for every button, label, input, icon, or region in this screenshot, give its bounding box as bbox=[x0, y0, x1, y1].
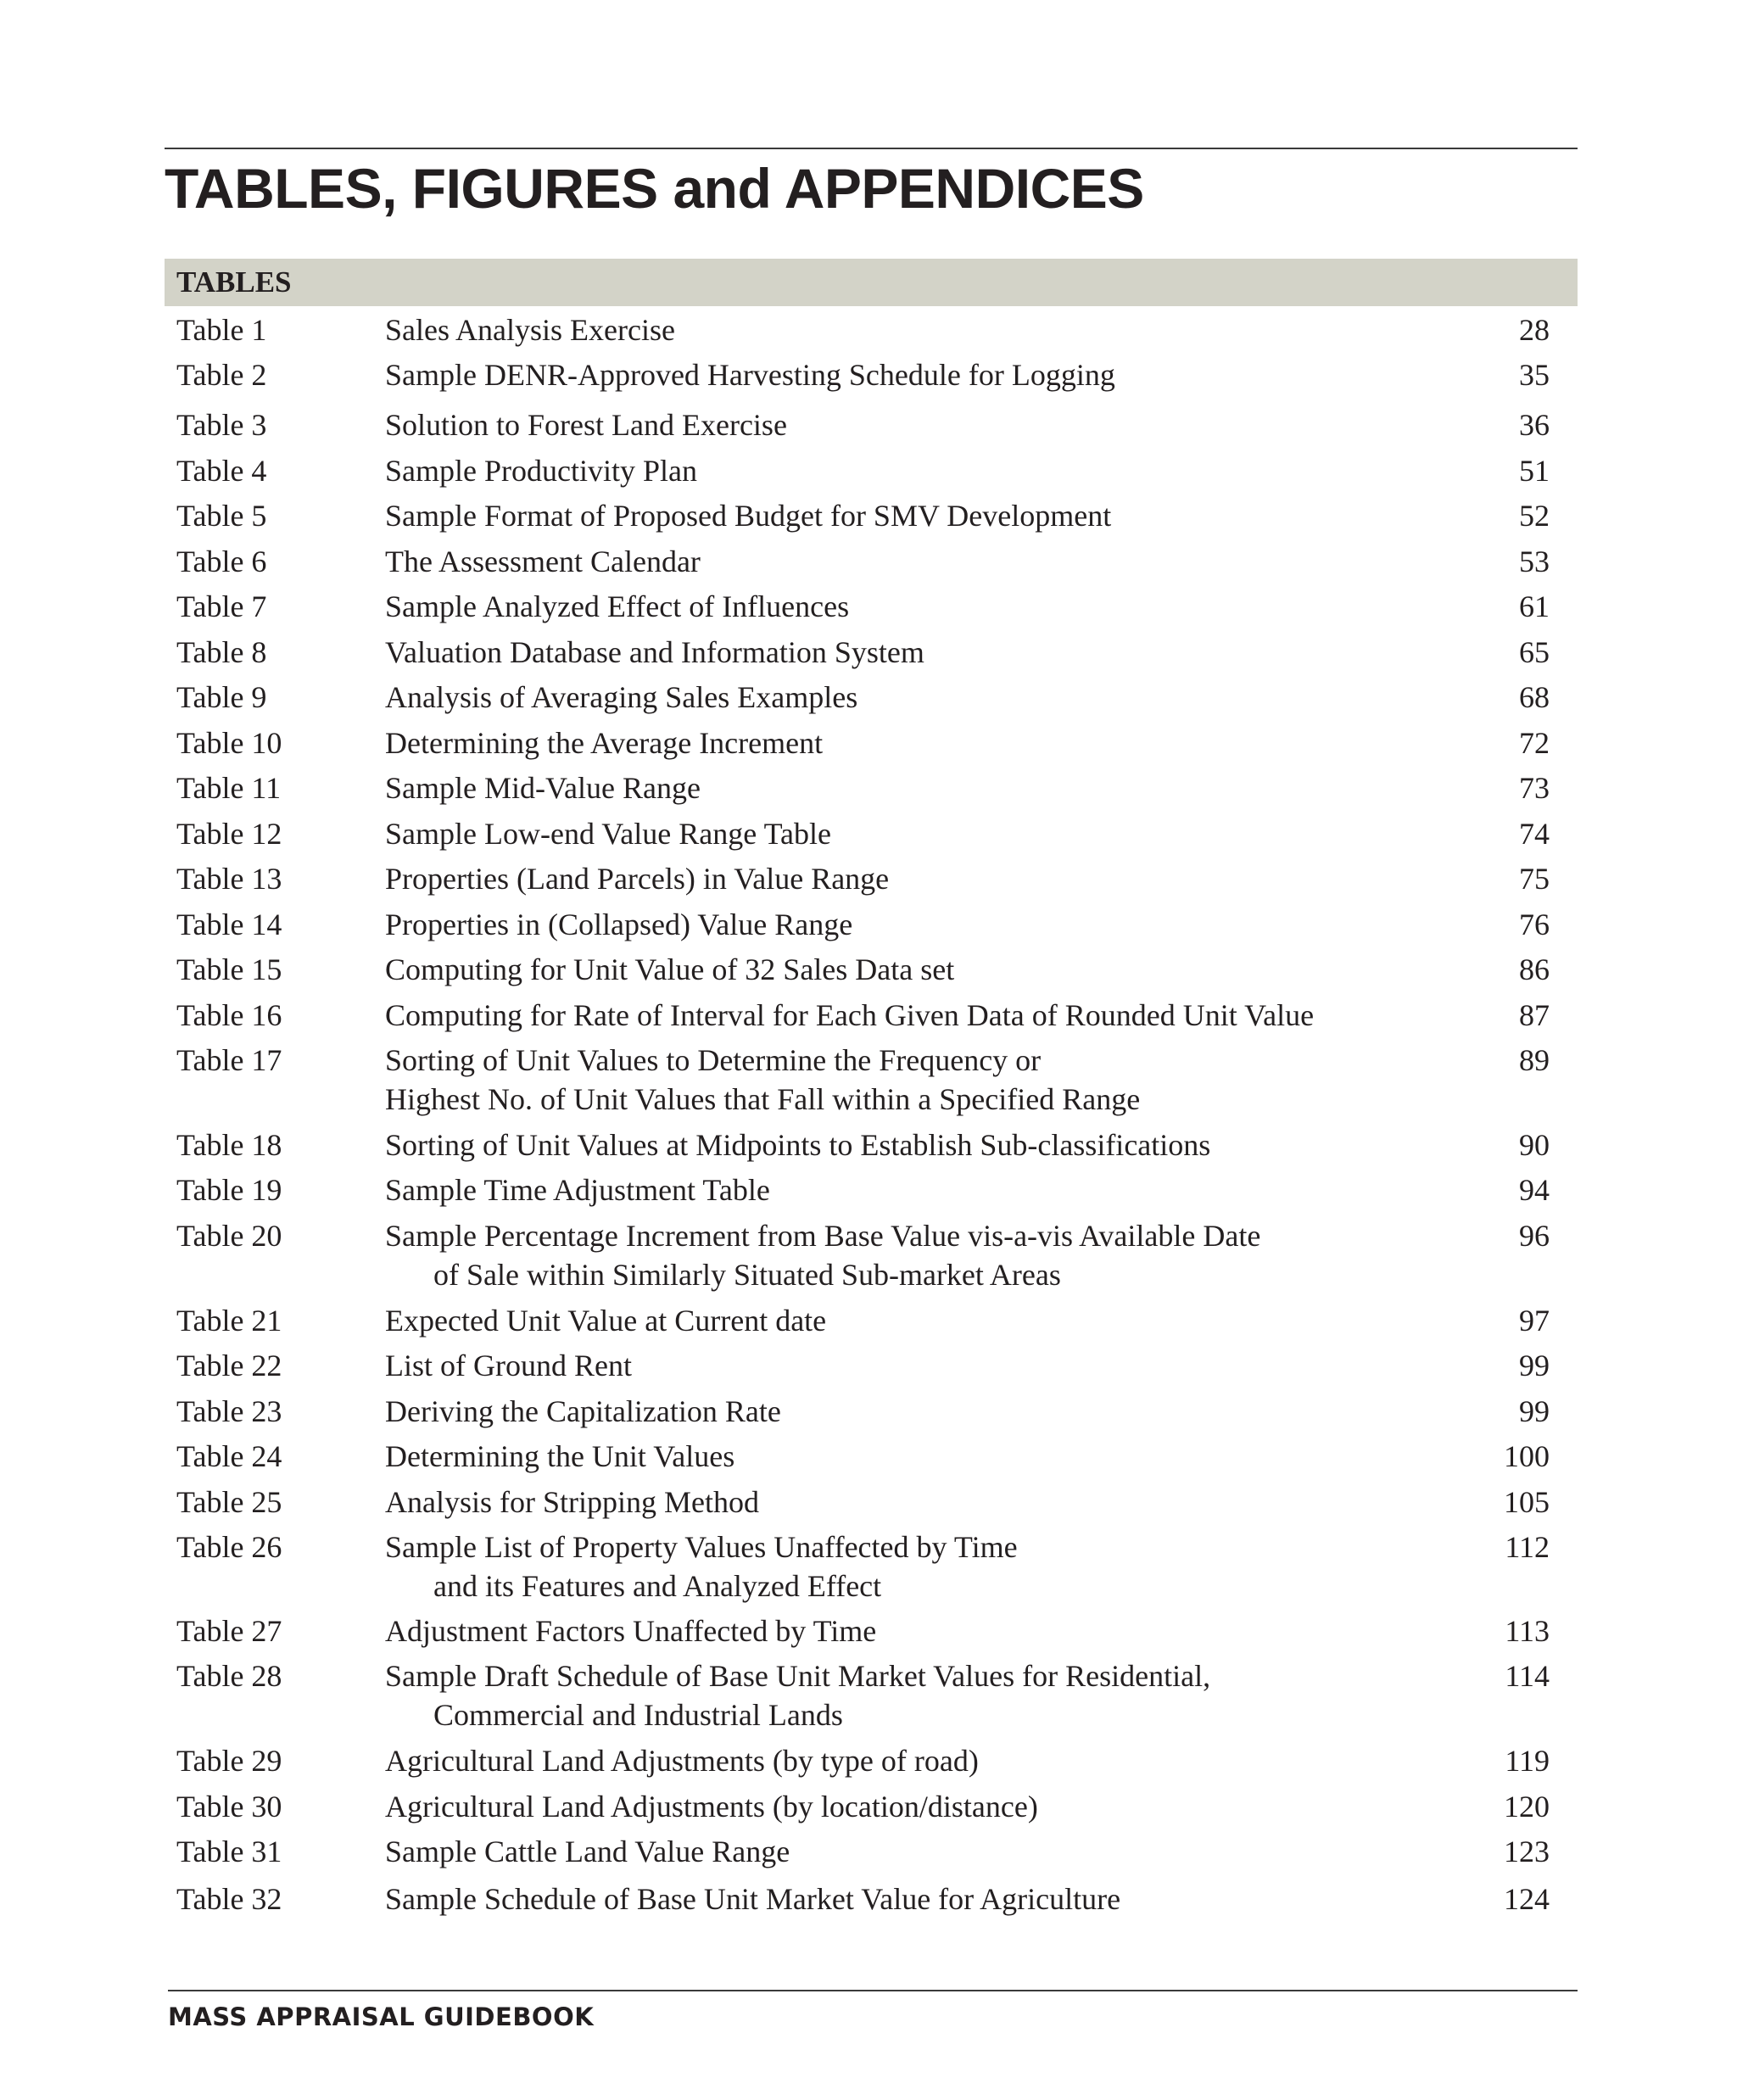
table-title bbox=[385, 451, 1454, 490]
table-title-line: The Assessment Calendar bbox=[385, 545, 701, 578]
page-number: 96 bbox=[1519, 1219, 1550, 1253]
table-title bbox=[385, 859, 1454, 898]
table-number: Table 2 bbox=[176, 358, 267, 392]
table-title bbox=[385, 496, 1454, 535]
table-title-line: Sample Schedule of Base Unit Market Value for Agriculture bbox=[385, 1882, 1121, 1916]
table-title bbox=[385, 1301, 1454, 1340]
table-title bbox=[385, 542, 1454, 581]
page-number: 90 bbox=[1519, 1128, 1550, 1162]
page-number: 53 bbox=[1519, 545, 1550, 578]
table-title bbox=[385, 768, 1454, 807]
table-title bbox=[385, 1170, 1454, 1209]
table-number: Table 16 bbox=[176, 998, 282, 1032]
table-number: Table 10 bbox=[176, 726, 282, 760]
table-number: Table 7 bbox=[176, 589, 267, 623]
table-title bbox=[385, 1392, 1454, 1431]
page-number: 100 bbox=[1504, 1439, 1550, 1473]
table-title bbox=[385, 1611, 1454, 1650]
page-number: 76 bbox=[1519, 908, 1550, 941]
table-title-line: Determining the Average Increment bbox=[385, 726, 824, 760]
table-number: Table 22 bbox=[176, 1349, 282, 1382]
page-number: 123 bbox=[1504, 1835, 1550, 1868]
page-number: 99 bbox=[1519, 1394, 1550, 1428]
table-number: Table 29 bbox=[176, 1744, 282, 1778]
table-title-line: Computing for Unit Value of 32 Sales Data set bbox=[385, 952, 955, 986]
page-number: 75 bbox=[1519, 862, 1550, 896]
table-number: Table 30 bbox=[176, 1790, 282, 1824]
page-number: 124 bbox=[1504, 1882, 1550, 1916]
table-title-line: Adjustment Factors Unaffected by Time bbox=[385, 1614, 877, 1648]
table-title-line: Agricultural Land Adjustments (by location/distance) bbox=[385, 1790, 1038, 1824]
table-number: Table 18 bbox=[176, 1128, 282, 1162]
table-number: Table 9 bbox=[176, 680, 267, 714]
table-title bbox=[385, 1528, 1454, 1606]
table-title bbox=[385, 1787, 1454, 1826]
table-title-line: Sales Analysis Exercise bbox=[385, 313, 675, 347]
table-title-line: Sample Analyzed Effect of Influences bbox=[385, 589, 850, 623]
page-number: 51 bbox=[1519, 454, 1550, 488]
table-title-line: Sample Draft Schedule of Base Unit Market Values for Residential, bbox=[385, 1659, 1211, 1693]
table-title bbox=[385, 1346, 1454, 1385]
table-title-line: Sample Time Adjustment Table bbox=[385, 1173, 770, 1207]
table-title bbox=[385, 633, 1454, 672]
page-number: 94 bbox=[1519, 1173, 1550, 1207]
table-number: Table 21 bbox=[176, 1304, 282, 1338]
table-title-line: Properties in (Collapsed) Value Range bbox=[385, 908, 853, 941]
table-title-line: Determining the Unit Values bbox=[385, 1439, 735, 1473]
table-number: Table 19 bbox=[176, 1173, 282, 1207]
table-number: Table 20 bbox=[176, 1219, 282, 1253]
table-title-line: Sample Productivity Plan bbox=[385, 454, 697, 488]
table-title-line: List of Ground Rent bbox=[385, 1349, 632, 1382]
table-number: Table 23 bbox=[176, 1394, 282, 1428]
table-number: Table 26 bbox=[176, 1530, 282, 1564]
table-number: Table 8 bbox=[176, 635, 267, 669]
table-title-line: Properties (Land Parcels) in Value Range bbox=[385, 862, 890, 896]
page-number: 72 bbox=[1519, 726, 1550, 760]
table-title-line: Sample List of Property Values Unaffected by Time bbox=[385, 1530, 1018, 1564]
table-title bbox=[385, 310, 1454, 349]
footer-rule bbox=[168, 1990, 1578, 1991]
table-number: Table 6 bbox=[176, 545, 267, 578]
table-title bbox=[385, 1437, 1454, 1476]
table-title bbox=[385, 1832, 1454, 1871]
table-title bbox=[385, 1656, 1454, 1734]
table-title bbox=[385, 1041, 1454, 1119]
page-number: 114 bbox=[1505, 1659, 1550, 1693]
table-title bbox=[385, 723, 1454, 762]
table-title bbox=[385, 1216, 1454, 1294]
table-title-continuation: Highest No. of Unit Values that Fall within a Specified Range bbox=[385, 1082, 1141, 1116]
table-title bbox=[385, 814, 1454, 853]
page-number: 52 bbox=[1519, 499, 1550, 533]
page-number: 65 bbox=[1519, 635, 1550, 669]
table-title-line: Analysis of Averaging Sales Examples bbox=[385, 680, 858, 714]
table-number: Table 13 bbox=[176, 862, 282, 896]
table-number: Table 24 bbox=[176, 1439, 282, 1473]
table-number: Table 14 bbox=[176, 908, 282, 941]
table-number: Table 12 bbox=[176, 817, 282, 851]
table-title-line: Valuation Database and Information System bbox=[385, 635, 924, 669]
table-title-line: Sorting of Unit Values at Midpoints to Establish Sub-classifications bbox=[385, 1128, 1211, 1162]
table-title bbox=[385, 355, 1454, 394]
table-title-line: Sample Low-end Value Range Table bbox=[385, 817, 832, 851]
table-title bbox=[385, 1125, 1454, 1164]
table-number: Table 4 bbox=[176, 454, 267, 488]
table-title-line: Deriving the Capitalization Rate bbox=[385, 1394, 781, 1428]
table-title bbox=[385, 1879, 1454, 1918]
page-number: 89 bbox=[1519, 1043, 1550, 1077]
page-number: 74 bbox=[1519, 817, 1550, 851]
table-title bbox=[385, 905, 1454, 944]
table-title-line: Sample Percentage Increment from Base Value vis-a-vis Available Date bbox=[385, 1219, 1261, 1253]
table-title-line: Sample DENR-Approved Harvesting Schedule for Logging bbox=[385, 358, 1115, 392]
page-number: 113 bbox=[1505, 1614, 1550, 1648]
table-title bbox=[385, 950, 1454, 989]
table-number: Table 17 bbox=[176, 1043, 282, 1077]
table-number: Table 31 bbox=[176, 1835, 282, 1868]
table-title-line: Sample Format of Proposed Budget for SMV Development bbox=[385, 499, 1112, 533]
table-number: Table 5 bbox=[176, 499, 267, 533]
table-title-line: Sample Cattle Land Value Range bbox=[385, 1835, 790, 1868]
table-title-continuation: Commercial and Industrial Lands bbox=[433, 1698, 843, 1732]
table-title-line: Agricultural Land Adjustments (by type of road) bbox=[385, 1744, 979, 1778]
page-number: 36 bbox=[1519, 408, 1550, 442]
table-number: Table 15 bbox=[176, 952, 282, 986]
page-title: TABLES, FIGURES and APPENDICES bbox=[165, 157, 1144, 220]
page-number: 87 bbox=[1519, 998, 1550, 1032]
page-number: 73 bbox=[1519, 771, 1550, 805]
table-number: Table 3 bbox=[176, 408, 267, 442]
page-number: 86 bbox=[1519, 952, 1550, 986]
table-title bbox=[385, 587, 1454, 626]
page-number: 119 bbox=[1505, 1744, 1550, 1778]
table-number: Table 11 bbox=[176, 771, 282, 805]
table-title bbox=[385, 678, 1454, 717]
table-title bbox=[385, 1741, 1454, 1780]
page-number: 61 bbox=[1519, 589, 1550, 623]
table-title bbox=[385, 996, 1454, 1035]
table-title bbox=[385, 1483, 1454, 1522]
table-title-line: Computing for Rate of Interval for Each Given Data of Rounded Unit Value bbox=[385, 998, 1315, 1032]
table-number: Table 27 bbox=[176, 1614, 282, 1648]
table-number: Table 28 bbox=[176, 1659, 282, 1693]
table-title bbox=[385, 405, 1454, 444]
page-number: 99 bbox=[1519, 1349, 1550, 1382]
table-title-continuation: and its Features and Analyzed Effect bbox=[433, 1569, 882, 1603]
page-number: 120 bbox=[1504, 1790, 1550, 1824]
page-number: 105 bbox=[1504, 1485, 1550, 1519]
page-number: 97 bbox=[1519, 1304, 1550, 1338]
section-label: TABLES bbox=[176, 265, 292, 299]
page-number: 112 bbox=[1505, 1530, 1550, 1564]
table-title-line: Solution to Forest Land Exercise bbox=[385, 408, 787, 442]
table-title-line: Sorting of Unit Values to Determine the Frequency or bbox=[385, 1043, 1042, 1077]
page-number: 28 bbox=[1519, 313, 1550, 347]
page-number: 35 bbox=[1519, 358, 1550, 392]
footer-text: MASS APPRAISAL GUIDEBOOK bbox=[168, 2002, 595, 2031]
table-title-line: Analysis for Stripping Method bbox=[385, 1485, 759, 1519]
table-title-line: Sample Mid-Value Range bbox=[385, 771, 701, 805]
table-number: Table 32 bbox=[176, 1882, 282, 1916]
table-title-line: Expected Unit Value at Current date bbox=[385, 1304, 827, 1338]
table-number: Table 1 bbox=[176, 313, 267, 347]
table-title-continuation: of Sale within Similarly Situated Sub-market Areas bbox=[433, 1258, 1061, 1292]
table-number: Table 25 bbox=[176, 1485, 282, 1519]
page-number: 68 bbox=[1519, 680, 1550, 714]
